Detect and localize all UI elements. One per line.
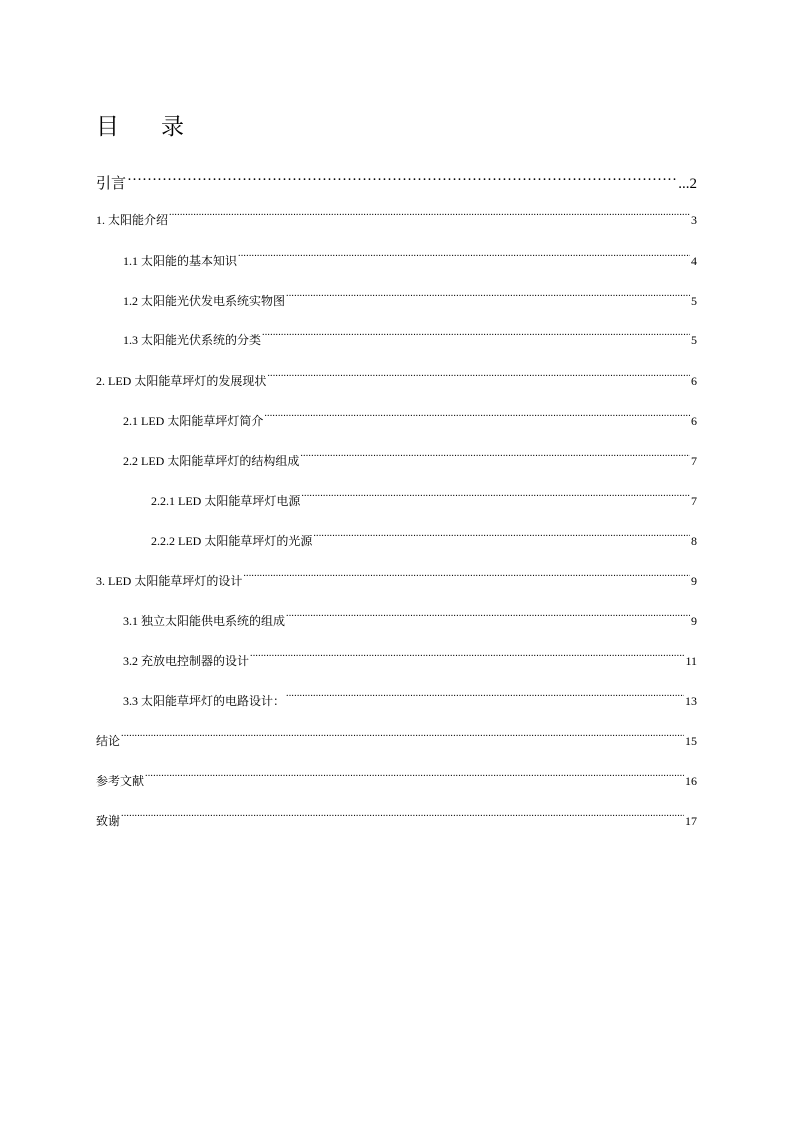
toc-entry-page: 5 [691,333,697,347]
toc-entry-label: 2. LED 太阳能草坪灯的发展现状 [96,374,267,388]
toc-entry-1-3[interactable] [123,328,697,348]
toc-entry-page: 15 [685,734,697,748]
toc-entry-label: 3.1 独立太阳能供电系统的组成 [123,614,286,628]
toc-entry-introduction[interactable] [96,168,697,194]
toc-entry-3[interactable] [96,569,697,589]
toc-entry-3-2[interactable] [123,649,697,669]
toc-entry-3-3[interactable] [123,689,697,709]
toc-dot-leader [238,249,690,265]
toc-dot-leader [267,369,690,385]
toc-dot-leader [313,529,690,545]
toc-entry-label: 1.1 太阳能的基本知识 [123,254,238,268]
toc-dot-leader [286,689,684,705]
toc-entry-label: 引言 [96,176,127,192]
toc-entry-page: 9 [691,614,697,628]
toc-entry-2-2-2[interactable] [151,529,697,549]
toc-dot-leader [262,328,690,344]
toc-entry-1-1[interactable] [123,249,697,269]
toc-entry-label: 结论 [96,734,121,748]
toc-entry-label: 2.2 LED 太阳能草坪灯的结构组成 [123,454,300,468]
toc-entry-page: 5 [691,294,697,308]
toc-entry-page: 4 [691,254,697,268]
toc-entry-label: 3. LED 太阳能草坪灯的设计 [96,574,243,588]
toc-entry-2[interactable] [96,369,697,389]
toc-entry-conclusion[interactable] [96,729,697,749]
toc-entry-label: 1. 太阳能介绍 [96,213,169,227]
toc-entry-label: 1.3 太阳能光伏系统的分类 [123,333,262,347]
toc-entry-label: 1.2 太阳能光伏发电系统实物图 [123,294,286,308]
toc-entry-page: 16 [685,774,697,788]
toc-entry-page: 9 [691,574,697,588]
toc-entry-page: 11 [685,654,697,668]
toc-dot-leader [300,449,690,465]
toc-entry-label: 2.2.1 LED 太阳能草坪灯电源 [151,494,301,508]
toc-dot-leader [243,569,690,585]
toc-entry-label: 3.2 充放电控制器的设计 [123,654,250,668]
toc-entry-label: 致谢 [96,814,121,828]
toc-entry-label: 2.2.2 LED 太阳能草坪灯的光源 [151,534,313,548]
toc-dot-leader [264,409,690,425]
toc-entry-references[interactable] [96,769,697,789]
toc-entry-page: 6 [691,374,697,388]
toc-entry-1-2[interactable] [123,289,697,309]
toc-entry-page: 3 [691,213,697,227]
toc-dot-leader [301,489,690,505]
toc-entry-page: 7 [691,494,697,508]
toc-dot-leader [121,809,684,825]
toc-entry-acknowledgements[interactable] [96,809,697,829]
toc-dot-leader [169,208,690,224]
toc-dot-leader [250,649,684,665]
page-title-char-1: 目 [96,114,119,140]
toc-entry-page: 6 [691,414,697,428]
toc-dot-leader [286,289,690,305]
toc-entry-page: 13 [685,694,697,708]
toc-entry-label: 2.1 LED 太阳能草坪灯简介 [123,414,264,428]
toc-entry-page: 7 [691,454,697,468]
toc-entry-page: 17 [685,814,697,828]
toc-dot-leader [127,168,677,188]
toc-entry-label: 3.3 太阳能草坪灯的电路设计： [123,694,286,708]
toc-entry-2-1[interactable] [123,409,697,429]
toc-dot-leader [286,609,690,625]
toc-entry-page: 8 [691,534,697,548]
toc-entry-1[interactable] [96,208,697,228]
page-title-char-2: 录 [161,114,184,140]
toc-entry-label: 参考文献 [96,774,145,788]
toc-entry-page: ...2 [678,176,697,192]
toc-dot-leader [121,729,684,745]
toc-entry-2-2-1[interactable] [151,489,697,509]
toc-entry-2-2[interactable] [123,449,697,469]
toc-dot-leader [145,769,684,785]
toc-entry-3-1[interactable] [123,609,697,629]
